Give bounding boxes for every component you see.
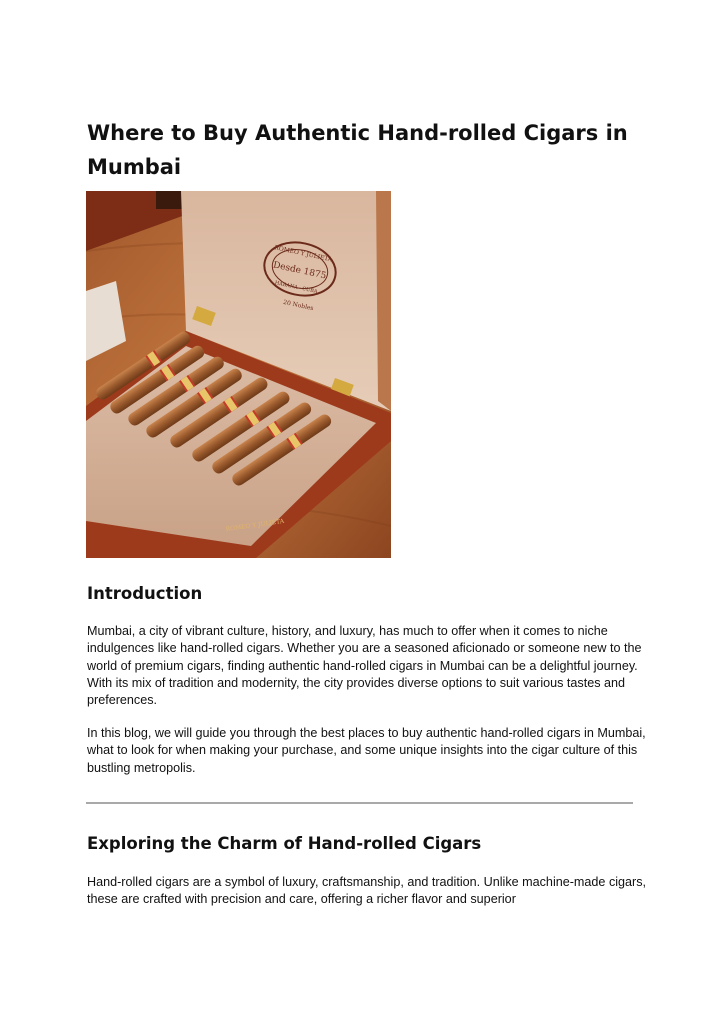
box-count-text: 20 Nobles <box>282 298 315 313</box>
logo-origin-text: HABANA · CUBA <box>274 280 318 296</box>
charm-paragraph-1: Hand-rolled cigars are a symbol of luxury, craftsmanship, and tradition. Unlike machine-made cigars, these are crafted with precision and care, offering a richer flavor and superior <box>87 875 647 907</box>
introduction-paragraph-2: In this blog, we will guide you through the best places to buy authentic hand-rolled cigars in Mumbai, what to look for when making your purchase, and some unique insights into the cigar culture of this bustling metropolis. <box>87 726 646 775</box>
front-panel-text: ROMEO Y JULIETA <box>225 517 285 533</box>
charm-heading: Exploring the Charm of Hand-rolled Cigars <box>87 834 482 853</box>
page-title: Where to Buy Authentic Hand-rolled Cigars in Mumbai <box>87 121 628 179</box>
section-divider <box>86 802 633 804</box>
logo-text: Desde 1875 <box>272 260 328 282</box>
introduction-heading: Introduction <box>87 584 203 603</box>
cigar-box-photo <box>86 191 391 558</box>
logo-brand-text: ROMEO Y JULIETA <box>273 244 333 264</box>
introduction-paragraph-1: Mumbai, a city of vibrant culture, history, and luxury, has much to offer when it comes to niche indulgences like hand-rolled cigars. Whether you are a seasoned aficionado or someone new to the world of premium cigars, finding authentic hand-rolled cigars in Mumbai can be a delightful journey. With its mix of tradition and modernity, the city provides diverse options to suit various tastes and preferences. <box>87 624 642 708</box>
